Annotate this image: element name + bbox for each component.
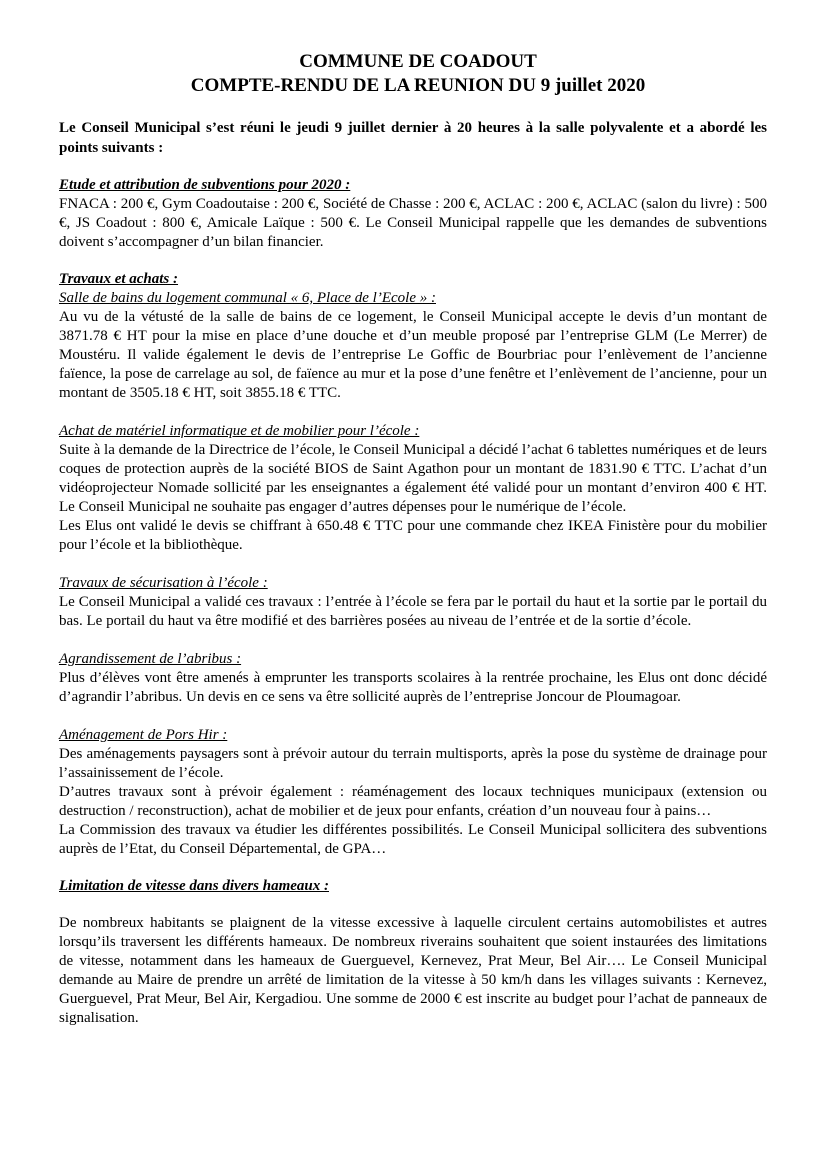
meeting-title: COMPTE-RENDU DE LA REUNION DU 9 juillet 2020 [190,75,646,96]
pors-hir-text-2: D’autres travaux sont à prévoir également : réaménagement des locaux techniques municipaux (extension ou destruction / reconstruction), achat de mobilier et de jeux pour enfants, création d’un nouveau four à pains… [59,784,767,819]
section-vitesse [59,877,767,1028]
section-title-subventions: Etude et attribution de subventions pour 2020 : [59,177,351,193]
subventions-text: FNACA : 200 €, Gym Coadoutaise : 200 €, Société de Chasse : 200 €, ACLAC : 200 €, ACLAC (salon du livre) : 500 €, JS Coadout : 800 €, Amicale Laïque : 500 €. Le Conseil Municipal rappelle que les demandes de subventions doivent s’accompagner d’un bilan financier. [59,196,767,250]
salle-de-bains-text: Au vu de la vétusté de la salle de bains de ce logement, le Conseil Municipal accepte le devis d’un montant de 3871.78 € HT pour la mise en place d’une douche et d’un meuble proposé par l’entreprise GLM (Le Merrer) de Moustéru. Il valide également le devis de l’entreprise Le Goffic de Bourbriac pour l’enlèvement de l’ancienne faïence, la pose de carrelage au sol, de faïence au mur et la pose d’une fenêtre et l’enlèvement de l’ancienne, pour un montant de 3505.18 € HT, soit 3855.18 € TTC. [59,309,767,401]
section-subventions [59,176,767,252]
section-title-travaux: Travaux et achats : [59,271,179,287]
subsection-title-abribus: Agrandissement de l’abribus : [59,651,242,667]
subsection-abribus [59,650,767,707]
subsection-title-securisation: Travaux de sécurisation à l’école : [59,575,268,591]
document-header [69,50,767,98]
document-page [59,50,767,1028]
subsection-materiel [59,422,767,555]
subsection-title-salle-de-bains: Salle de bains du logement communal « 6, Place de l’Ecole » : [59,290,436,306]
abribus-text: Plus d’élèves vont être amenés à emprunter les transports scolaires à la rentrée prochaine, les Elus ont donc décidé d’agrandir l’abribus. Un devis en ce sens va être sollicité auprès de l’entreprise Joncour de Ploumagoar. [59,670,767,705]
section-travaux [59,270,767,859]
pors-hir-text-3: La Commission des travaux va étudier les différentes possibilités. Le Conseil Municipal sollicitera des subventions auprès de l’Etat, du Conseil Départemental, de GPA… [59,822,767,857]
subsection-pors-hir [59,726,767,859]
subsection-securisation [59,574,767,631]
subsection-title-materiel: Achat de matériel informatique et de mobilier pour l’école : [59,423,420,439]
pors-hir-text-1: Des aménagements paysagers sont à prévoir autour du terrain multisports, après la pose du système de drainage pour l’assainissement de l’école. [59,746,767,781]
securisation-text: Le Conseil Municipal a validé ces travaux : l’entrée à l’école se fera par le portail du haut et la sortie par le portail du bas. Le portail du haut va être modifié et des barrières posées au niveau de l’entrée et de la sortie d’école. [59,594,767,629]
section-title-vitesse: Limitation de vitesse dans divers hameaux : [59,878,329,894]
materiel-text-2: Les Elus ont validé le devis se chiffrant à 650.48 € TTC pour une commande chez IKEA Finistère pour du mobilier pour l’école et la bibliothèque. [59,518,767,553]
subsection-salle-de-bains [59,289,767,403]
commune-title: COMMUNE DE COADOUT [299,51,537,72]
materiel-text-1: Suite à la demande de la Directrice de l’école, le Conseil Municipal a décidé l’achat 6 tablettes numériques et de leurs coques de protection auprès de la société BIOS de Saint Agathon pour un montant de 1831.90 € TTC. L’achat d’un vidéoprojecteur Nomade sollicité par les enseignantes a également été validé pour un montant d’environ 400 € HT. Le Conseil Municipal ne souhaite pas engager d’autres dépenses pour le numérique de l’école. [59,442,767,515]
intro-paragraph: Le Conseil Municipal s’est réuni le jeudi 9 juillet dernier à 20 heures à la salle polyvalente et a abordé les points suivants : [59,120,767,156]
subsection-title-pors-hir: Aménagement de Pors Hir : [59,727,228,743]
vitesse-text: De nombreux habitants se plaignent de la vitesse excessive à laquelle circulent certains automobilistes et autres lorsqu’ils traversent les différents hameaux. De nombreux riverains souhaitent que soient instaurées des limitations de vitesse, notamment dans les hameaux de Guerguevel, Kernevez, Prat Meur, Bel Air…. Le Conseil Municipal demande au Maire de prendre un arrêté de limitation de la vitesse à 50 km/h dans les villages suivants : Kernevez, Guerguevel, Prat Meur, Bel Air, Kergadiou. Une somme de 2000 € est inscrite au budget pour l’achat de panneaux de signalisation. [59,915,767,1026]
